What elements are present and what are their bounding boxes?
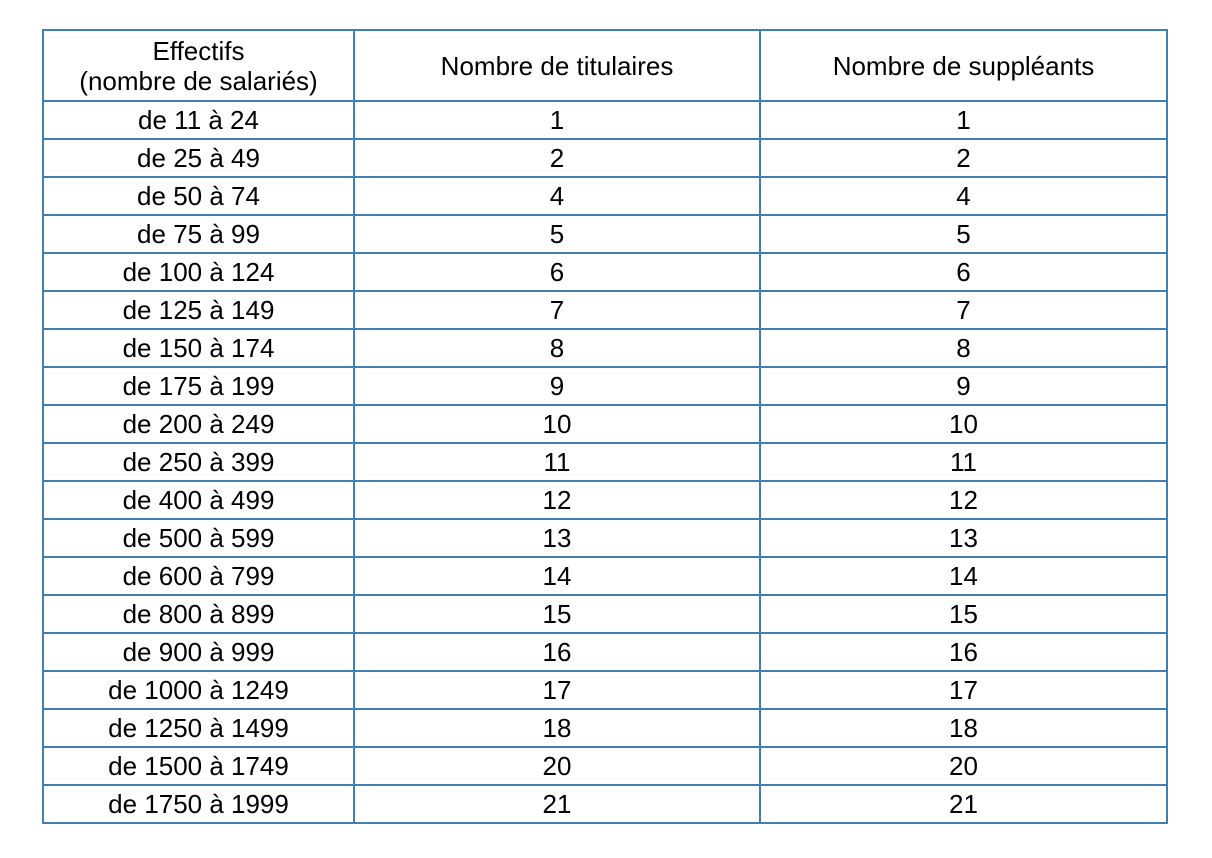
cell-suppleants: 13 (760, 519, 1167, 557)
cell-effectifs-range: de 1250 à 1499 (43, 709, 354, 747)
cell-titulaires: 20 (354, 747, 760, 785)
table-row (43, 253, 1167, 291)
cell-effectifs-range: de 50 à 74 (43, 177, 354, 215)
cell-titulaires: 1 (354, 101, 760, 139)
table-row (43, 785, 1167, 823)
cell-effectifs-range: de 1000 à 1249 (43, 671, 354, 709)
cell-titulaires: 17 (354, 671, 760, 709)
table-header (43, 30, 1167, 101)
cell-effectifs-range: de 400 à 499 (43, 481, 354, 519)
cell-titulaires: 5 (354, 215, 760, 253)
table-row (43, 405, 1167, 443)
cell-effectifs-range: de 11 à 24 (43, 101, 354, 139)
cell-suppleants: 5 (760, 215, 1167, 253)
cell-titulaires: 10 (354, 405, 760, 443)
cell-suppleants: 2 (760, 139, 1167, 177)
cell-effectifs-range: de 250 à 399 (43, 443, 354, 481)
table-row (43, 633, 1167, 671)
cell-suppleants: 20 (760, 747, 1167, 785)
header-titulaires: Nombre de titulaires (354, 30, 760, 101)
cell-effectifs-range: de 125 à 149 (43, 291, 354, 329)
cell-effectifs-range: de 25 à 49 (43, 139, 354, 177)
cell-suppleants: 10 (760, 405, 1167, 443)
table-row (43, 481, 1167, 519)
cell-effectifs-range: de 1750 à 1999 (43, 785, 354, 823)
representatives-table (42, 29, 1168, 824)
table-row (43, 215, 1167, 253)
cell-effectifs-range: de 1500 à 1749 (43, 747, 354, 785)
cell-titulaires: 7 (354, 291, 760, 329)
table-row (43, 747, 1167, 785)
cell-titulaires: 11 (354, 443, 760, 481)
table-row (43, 101, 1167, 139)
table-row (43, 139, 1167, 177)
cell-suppleants: 17 (760, 671, 1167, 709)
header-effectifs-line2: (nombre de salariés) (79, 65, 318, 96)
cell-suppleants: 15 (760, 595, 1167, 633)
cell-titulaires: 21 (354, 785, 760, 823)
table-row (43, 177, 1167, 215)
cell-effectifs-range: de 100 à 124 (43, 253, 354, 291)
cell-suppleants: 14 (760, 557, 1167, 595)
cell-titulaires: 2 (354, 139, 760, 177)
cell-titulaires: 13 (354, 519, 760, 557)
table-row (43, 709, 1167, 747)
cell-effectifs-range: de 175 à 199 (43, 367, 354, 405)
table-row (43, 671, 1167, 709)
cell-suppleants: 6 (760, 253, 1167, 291)
table-row (43, 367, 1167, 405)
table-row (43, 519, 1167, 557)
table-row (43, 443, 1167, 481)
cell-suppleants: 4 (760, 177, 1167, 215)
table-row (43, 329, 1167, 367)
cell-titulaires: 18 (354, 709, 760, 747)
header-row (43, 30, 1167, 101)
header-effectifs (43, 30, 354, 101)
table-row (43, 595, 1167, 633)
cell-suppleants: 16 (760, 633, 1167, 671)
table-body (43, 101, 1167, 823)
cell-titulaires: 14 (354, 557, 760, 595)
cell-effectifs-range: de 75 à 99 (43, 215, 354, 253)
cell-suppleants: 12 (760, 481, 1167, 519)
cell-suppleants: 1 (760, 101, 1167, 139)
cell-titulaires: 16 (354, 633, 760, 671)
cell-effectifs-range: de 200 à 249 (43, 405, 354, 443)
cell-suppleants: 7 (760, 291, 1167, 329)
table-row (43, 557, 1167, 595)
cell-titulaires: 8 (354, 329, 760, 367)
cell-suppleants: 9 (760, 367, 1167, 405)
cell-titulaires: 6 (354, 253, 760, 291)
cell-suppleants: 11 (760, 443, 1167, 481)
cell-effectifs-range: de 150 à 174 (43, 329, 354, 367)
header-effectifs-line1: Effectifs (152, 35, 245, 66)
table-row (43, 291, 1167, 329)
cell-suppleants: 21 (760, 785, 1167, 823)
cell-effectifs-range: de 800 à 899 (43, 595, 354, 633)
cell-titulaires: 15 (354, 595, 760, 633)
cell-effectifs-range: de 600 à 799 (43, 557, 354, 595)
header-suppleants: Nombre de suppléants (760, 30, 1167, 101)
cell-suppleants: 8 (760, 329, 1167, 367)
cell-effectifs-range: de 500 à 599 (43, 519, 354, 557)
cell-titulaires: 12 (354, 481, 760, 519)
cell-effectifs-range: de 900 à 999 (43, 633, 354, 671)
cell-titulaires: 9 (354, 367, 760, 405)
cell-suppleants: 18 (760, 709, 1167, 747)
cell-titulaires: 4 (354, 177, 760, 215)
